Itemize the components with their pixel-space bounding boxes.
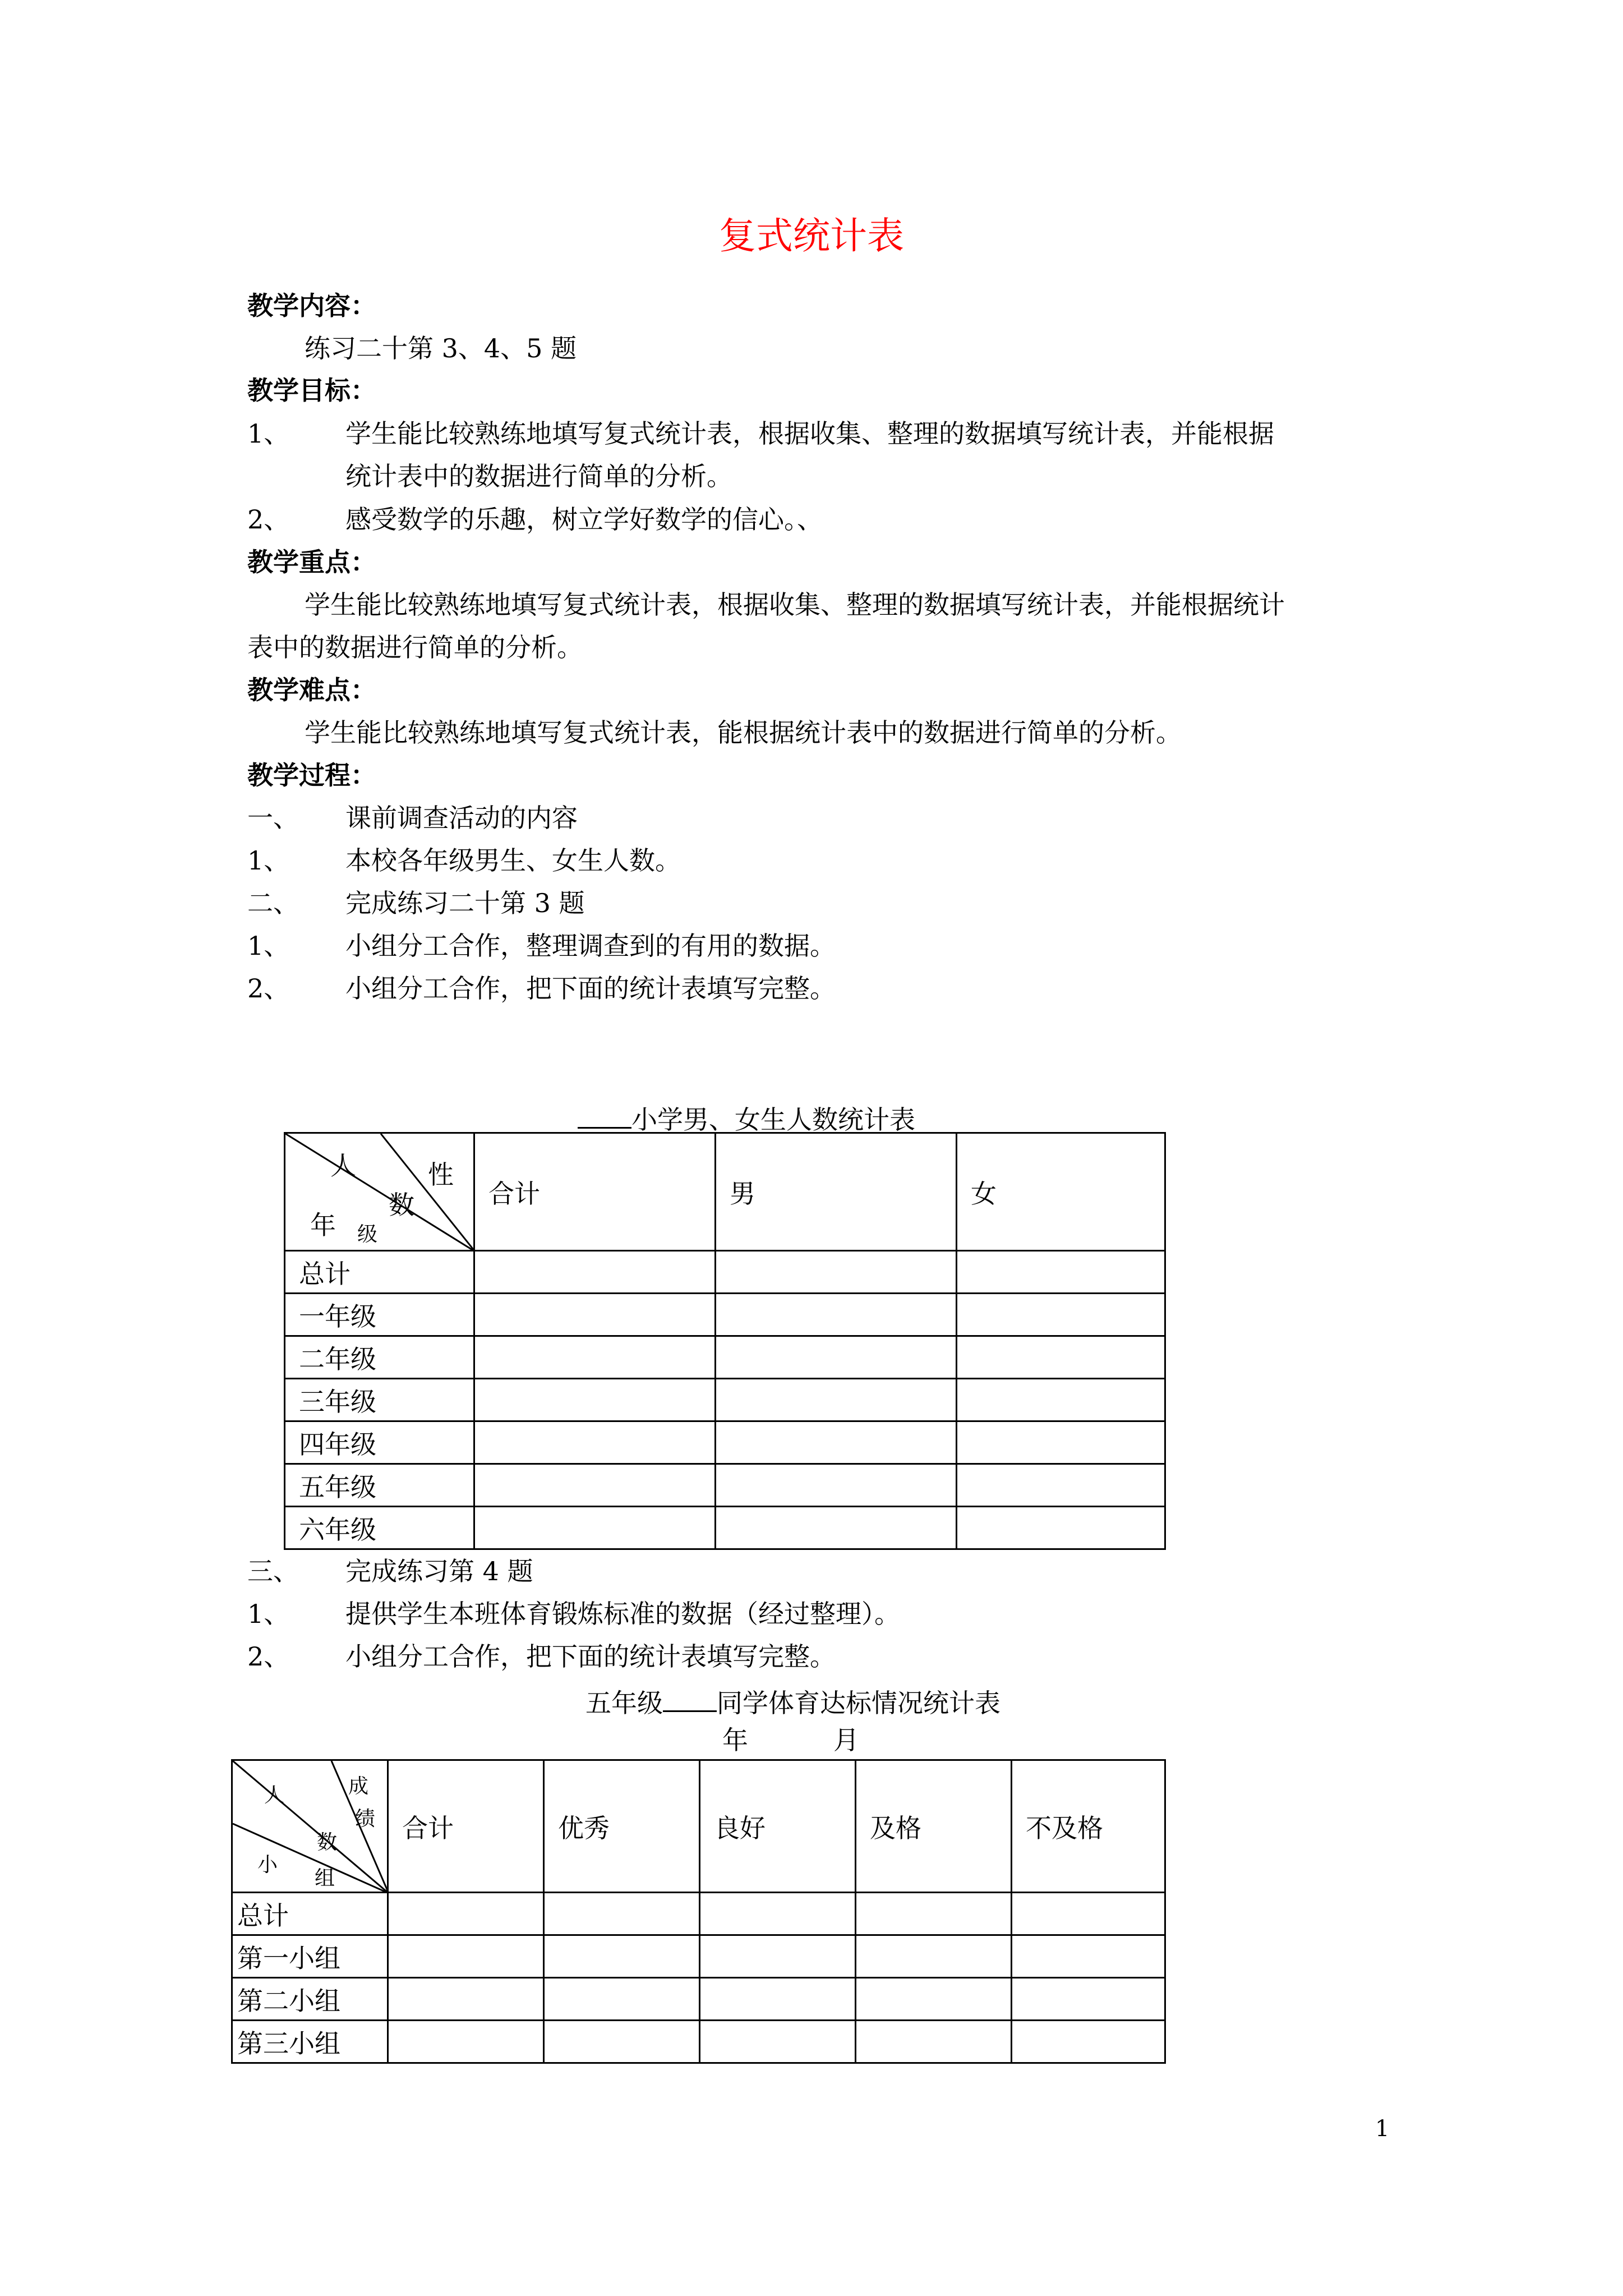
process-2-text: 完成练习二十第 3 题 xyxy=(345,888,585,918)
table1-cell[interactable] xyxy=(716,1379,957,1421)
table1-cell[interactable] xyxy=(474,1464,716,1507)
table2-cell[interactable] xyxy=(700,1893,856,1935)
table1-caption-blank xyxy=(578,1101,631,1129)
table1-diagonal-cell xyxy=(285,1133,474,1251)
heading-goals: 教学目标： xyxy=(247,375,376,406)
table1-cell[interactable] xyxy=(716,1251,957,1294)
table-row xyxy=(285,1294,1165,1336)
table2-cell[interactable] xyxy=(700,2021,856,2063)
table2-cell[interactable] xyxy=(1012,2021,1165,2063)
table2-cell[interactable] xyxy=(544,2021,700,2063)
heading-key-points: 教学重点： xyxy=(247,547,376,577)
goal-1-number: 1、 xyxy=(247,418,290,449)
table-row xyxy=(232,1893,1165,1935)
table1-row-label: 二年级 xyxy=(285,1336,474,1379)
table2-diag-ren: 人 xyxy=(264,1784,285,1807)
table-row xyxy=(285,1421,1165,1464)
table1-cell[interactable] xyxy=(474,1507,716,1549)
table-row xyxy=(232,1935,1165,1978)
process-2-number: 二、 xyxy=(247,888,299,918)
key-points-line-1: 学生能比较熟练地填写复式统计表，根据收集、整理的数据填写统计表，并能根据统计 xyxy=(305,590,1285,620)
process-3-number: 三、 xyxy=(247,1556,299,1586)
table2-cell[interactable] xyxy=(544,1893,700,1935)
table1-cell[interactable] xyxy=(716,1464,957,1507)
document-title: 复式统计表 xyxy=(719,214,904,257)
table2-cell[interactable] xyxy=(856,1935,1012,1978)
table1-cell[interactable] xyxy=(474,1379,716,1421)
process-1a-number: 1、 xyxy=(247,845,290,876)
process-2b-text: 小组分工合作，把下面的统计表填写完整。 xyxy=(345,973,836,1004)
table2-row-label: 第三小组 xyxy=(232,2021,388,2063)
table2-cell[interactable] xyxy=(1012,1935,1165,1978)
process-3a-text: 提供学生本班体育锻炼标准的数据（经过整理）。 xyxy=(345,1599,900,1629)
table1-header-row xyxy=(285,1133,1165,1251)
table2-row-label: 第二小组 xyxy=(232,1978,388,2021)
table2-col-good: 良好 xyxy=(700,1760,856,1893)
table1 xyxy=(284,1132,1166,1550)
process-1-text: 课前调查活动的内容 xyxy=(345,803,578,833)
table2-diag-ji: 绩 xyxy=(355,1807,376,1830)
table2-cell[interactable] xyxy=(856,2021,1012,2063)
table1-cell[interactable] xyxy=(957,1379,1165,1421)
table2-row-label: 总计 xyxy=(232,1893,388,1935)
table1-diag-ji: 级 xyxy=(357,1223,378,1246)
table2-cell[interactable] xyxy=(544,1935,700,1978)
table-row xyxy=(232,2021,1165,2063)
table2-cell[interactable] xyxy=(1012,1893,1165,1935)
table1-cell[interactable] xyxy=(957,1421,1165,1464)
goal-1-line-1: 学生能比较熟练地填写复式统计表，根据收集、整理的数据填写统计表，并能根据 xyxy=(345,418,1274,449)
key-points-line-2: 表中的数据进行简单的分析。 xyxy=(247,632,583,662)
table1-diag-xing: 性 xyxy=(428,1159,454,1190)
table1-row-label: 三年级 xyxy=(285,1379,474,1421)
table2-header-row xyxy=(232,1760,1165,1893)
table1-caption xyxy=(578,1101,915,1133)
table-row xyxy=(232,1978,1165,2021)
table2-cell[interactable] xyxy=(700,1978,856,2021)
table2-date-year: 年 xyxy=(722,1725,748,1755)
table2 xyxy=(231,1759,1166,2064)
table-row xyxy=(285,1251,1165,1294)
process-2b-number: 2、 xyxy=(247,973,290,1004)
table2-caption-blank xyxy=(663,1685,717,1712)
goal-1-line-2: 统计表中的数据进行简单的分析。 xyxy=(345,461,732,491)
table2-cell[interactable] xyxy=(700,1935,856,1978)
table2-col-fail: 不及格 xyxy=(1012,1760,1165,1893)
table1-col-total: 合计 xyxy=(474,1133,716,1251)
page-number: 1 xyxy=(1375,2116,1390,2142)
process-2a-text: 小组分工合作，整理调查到的有用的数据。 xyxy=(345,931,836,961)
table2-caption xyxy=(585,1685,1000,1716)
table2-cell[interactable] xyxy=(856,1893,1012,1935)
table1-diag-nian: 年 xyxy=(310,1210,336,1240)
table2-cell[interactable] xyxy=(388,2021,544,2063)
table1-col-female: 女 xyxy=(957,1133,1165,1251)
table1-cell[interactable] xyxy=(957,1507,1165,1549)
heading-process: 教学过程： xyxy=(247,760,376,790)
table2-cell[interactable] xyxy=(388,1978,544,2021)
table1-cell[interactable] xyxy=(957,1251,1165,1294)
goal-2-number: 2、 xyxy=(247,504,290,535)
table1-cell[interactable] xyxy=(474,1294,716,1336)
table1-caption-text: 小学男、女生人数统计表 xyxy=(631,1105,915,1135)
heading-content: 教学内容： xyxy=(247,291,376,321)
table1-cell[interactable] xyxy=(716,1507,957,1549)
process-3-text: 完成练习第 4 题 xyxy=(345,1556,533,1586)
process-3b-number: 2、 xyxy=(247,1641,290,1672)
table1-cell[interactable] xyxy=(957,1336,1165,1379)
content-text: 练习二十第 3、4、5 题 xyxy=(305,333,577,364)
table1-row-label: 六年级 xyxy=(285,1507,474,1549)
table1-row-label: 五年级 xyxy=(285,1464,474,1507)
table2-col-pass: 及格 xyxy=(856,1760,1012,1893)
table2-date-month: 月 xyxy=(833,1725,859,1755)
table1-diag-ren: 人 xyxy=(330,1151,356,1181)
table1-col-male: 男 xyxy=(716,1133,957,1251)
table-row xyxy=(285,1379,1165,1421)
table1-cell[interactable] xyxy=(474,1421,716,1464)
table1-cell[interactable] xyxy=(716,1294,957,1336)
table2-diag-zu: 组 xyxy=(315,1867,335,1890)
table2-cell[interactable] xyxy=(856,1978,1012,2021)
table2-cell[interactable] xyxy=(388,1893,544,1935)
table2-col-total: 合计 xyxy=(388,1760,544,1893)
heading-difficulties: 教学难点： xyxy=(247,675,376,705)
table2-diag-xiao: 小 xyxy=(257,1853,278,1876)
table2-diagonal-cell xyxy=(232,1760,388,1893)
table-row xyxy=(285,1336,1165,1379)
process-3a-number: 1、 xyxy=(247,1599,290,1629)
table1-cell[interactable] xyxy=(474,1336,716,1379)
table2-cell[interactable] xyxy=(1012,1978,1165,2021)
table-row xyxy=(285,1464,1165,1507)
table1-row-label: 四年级 xyxy=(285,1421,474,1464)
table1-cell[interactable] xyxy=(716,1421,957,1464)
process-2a-number: 1、 xyxy=(247,931,290,961)
table1-row-label: 一年级 xyxy=(285,1294,474,1336)
process-1a-text: 本校各年级男生、女生人数。 xyxy=(345,845,681,876)
table2-caption-suffix: 同学体育达标情况统计表 xyxy=(717,1688,1000,1718)
table-row xyxy=(285,1507,1165,1549)
table2-col-excellent: 优秀 xyxy=(544,1760,700,1893)
table2-caption-prefix: 五年级 xyxy=(585,1688,663,1718)
table1-row-label: 总计 xyxy=(285,1251,474,1294)
goal-2-text: 感受数学的乐趣，树立学好数学的信心。、 xyxy=(345,504,823,535)
table1-cell[interactable] xyxy=(957,1294,1165,1336)
table1-cell[interactable] xyxy=(716,1336,957,1379)
table1-cell[interactable] xyxy=(474,1251,716,1294)
table2-diag-cheng: 成 xyxy=(348,1775,369,1798)
process-3b-text: 小组分工合作，把下面的统计表填写完整。 xyxy=(345,1641,836,1672)
table2-cell[interactable] xyxy=(388,1935,544,1978)
difficulties-text: 学生能比较熟练地填写复式统计表，能根据统计表中的数据进行简单的分析。 xyxy=(305,717,1182,748)
table1-cell[interactable] xyxy=(957,1464,1165,1507)
table2-row-label: 第一小组 xyxy=(232,1935,388,1978)
table2-diag-shu: 数 xyxy=(317,1831,338,1854)
table2-cell[interactable] xyxy=(544,1978,700,2021)
table1-diag-shu: 数 xyxy=(389,1190,414,1220)
process-1-number: 一、 xyxy=(247,803,299,833)
